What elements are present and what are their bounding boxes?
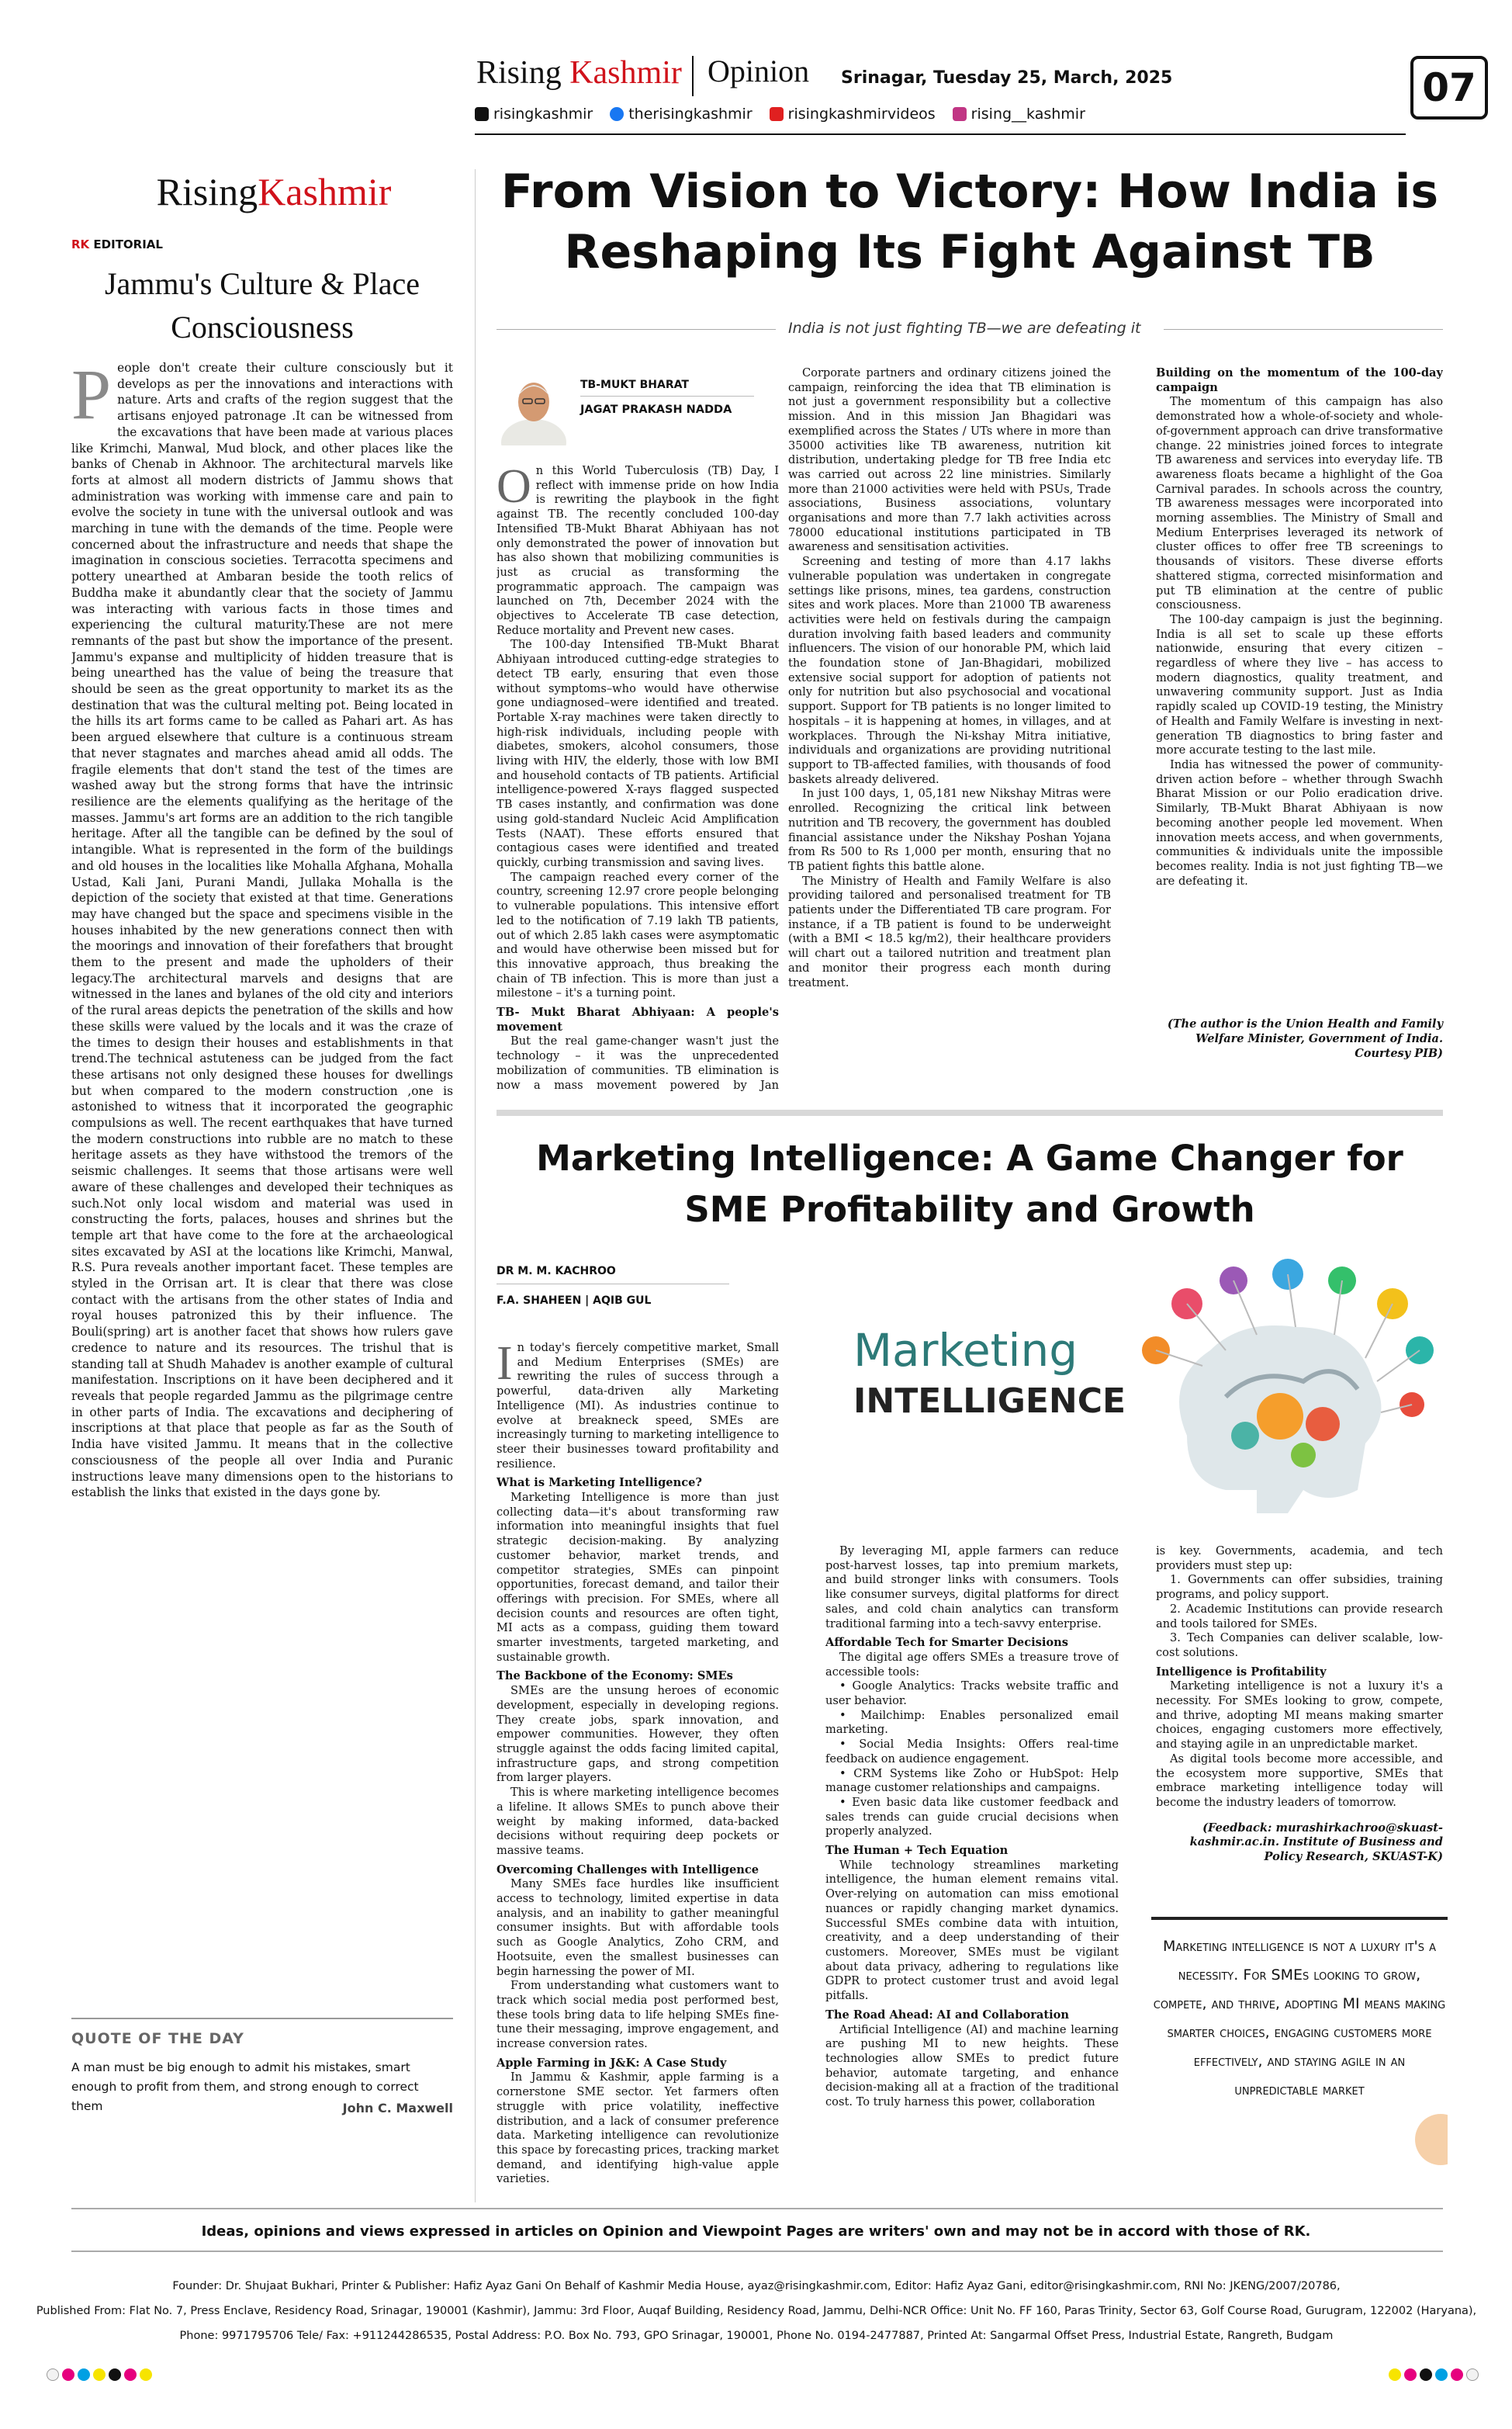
- instagram-icon: [953, 107, 967, 121]
- registration-marks-left: [47, 2368, 152, 2381]
- brand-part-b: Kashmir: [569, 55, 682, 91]
- section-name: Opinion: [708, 54, 810, 88]
- article1-author: JAGAT PRAKASH NADDA: [580, 404, 732, 416]
- brand-part-a: Rising: [476, 55, 570, 91]
- facebook-icon: [610, 107, 624, 121]
- editorial-title: Jammu's Culture & Place Consciousness: [104, 266, 420, 345]
- quote-author: John C. Maxwell: [342, 2101, 453, 2115]
- social-handles: [475, 106, 1085, 123]
- registration-marks-right: [1389, 2368, 1479, 2381]
- editorial-column: [71, 169, 453, 1982]
- article1-headline: From Vision to Victory: How India is Reshaping Its Fight Against TB: [500, 165, 1439, 279]
- image-word-intelligence: INTELLIGENCE: [853, 1381, 1126, 1421]
- article-divider: [497, 1110, 1443, 1116]
- article1-column-3: Building on the momentum of the 100-day campaign The momentum of this campaign has also demonstrated how a whole-of-society and whole-of-government approach can drive transformative change. 22 ministries joined forces to integrate TB awareness and services into everyday life. TB awareness floats became a highlight of the Goa Carnival parades. In schools across the country, TB awareness messages were incorporated into morning assemblies. The Ministry of Small and Medium Enterprises leveraged its network of cluster offices to offer free TB screenings to thousands of visitors. These diverse efforts shattered stigma, corrected misinformation and put TB elimination at the centre of public consciousness. The 100-day campaign is just the beginning. India is all set to scale up these efforts nationwide, ensuring that every citizen – regardless of where they live – has access to modern diagnostics, quality treatment, and unwavering community support. Just as India rapidly scaled up COVID-19 testing, the Ministry of Health and Family Welfare is investing in next-generation TB diagnostics to bring faster and more accurate testing to the last mile. India has witnessed the power of community-driven action before – whether through Swachh Bharat Mission or our Polio eradication drive. Similarly, TB-Mukt Bharat Abhiyaan is now becoming another people led movement. When innovation meets access, and when governments, communities & individuals unite the impossible becomes reality. India is not just fighting TB—we are defeating it.: [1156, 366, 1443, 888]
- pull-quote: Marketing intelligence is not a luxury it's a necessity. For SMEs looking to grow, compete, and thrive, adopting MI means making smarter choices, engaging customers more effectively, and staying agile in an unpredictable market: [1151, 1917, 1448, 2173]
- disclaimer: Ideas, opinions and views expressed in articles on Opinion and Viewpoint Pages are writers' own and may not be in accord with those of RK.: [201, 2223, 1311, 2240]
- article1-credit: (The author is the Union Health and Family Welfare Minister, Government of India. Courtesy PIB): [1167, 1017, 1443, 1060]
- article1-subtitle: India is not just fighting TB—we are defeating it: [788, 320, 1141, 337]
- brain-illustration: [822, 1257, 1443, 1529]
- social-x[interactable]: risingkashmir: [475, 106, 593, 123]
- rising-kashmir-logo: RisingKashmir: [156, 170, 392, 213]
- quote-text: A man must be big enough to admit his mistakes, smart enough to profit from them, and strong enough to correct them: [71, 2060, 419, 2113]
- imprint-line-2: Published From: Flat No. 7, Press Enclave, Residency Road, Srinagar, 190001 (Kashmir), Jammu: 3rd Floor, Auqaf Building, Residency Road, Jammu, Delhi-NCR Office: Unit No. FF 160, Paras Trinity, Sector 63, Golf Course Road, Gurugram, 122002 (Haryana),: [36, 2305, 1477, 2317]
- article2-headline: Marketing Intelligence: A Game Changer for SME Profitability and Growth: [536, 1138, 1403, 1230]
- imprint-line-1: Founder: Dr. Shujaat Bukhari, Printer & Publisher: Hafiz Ayaz Gani On Behalf of Kashmir Media House, ayaz@risingkashmir.com, Editor: Hafiz Ayaz Gani, editor@risingkashmir.com, RNI No: JKENG/2007/20786,: [172, 2280, 1341, 2292]
- article2-column-3: is key. Governments, academia, and tech providers must step up: 1. Governments can offer subsidies, training programs, and policy support. 2. Academic Institutions can provide research and tools tailored for SMEs. 3. Tech Companies can deliver scalable, low-cost solutions. Intelligence is Profitability Marketing intelligence is not a luxury it's a necessity. For SMEs looking to grow, compete, and thrive, adopting MI means making smarter choices, engaging customers more effectively, and staying agile in an unpredictable market. As digital tools become more accessible, and the ecosystem more supportive, SMEs that embrace marketing intelligence today will become the industry leaders of tomorrow. (Feedback: murashirkachroo@skuast-kashmir.ac.in. Institute of Business and Policy Research, SKUAST-K): [1156, 1544, 1443, 1864]
- masthead-divider: [692, 56, 694, 96]
- editorial-label: RK EDITORIAL: [71, 237, 163, 251]
- article1-dropcap: O: [497, 464, 531, 513]
- article2-dropcap: I: [497, 1341, 513, 1390]
- article2-column-2: By leveraging MI, apple farmers can reduce post-harvest losses, tap into premium markets, and build stronger links with consumers. Tools like consumer surveys, digital platforms for direct sales, and cold chain analytics can transform traditional farming into a tech-savvy enterprise. Affordable Tech for Smarter Decisions The digital age offers SMEs a treasure trove of accessible tools: • Google Analytics: Tracks website traffic and user behavior. • Mailchimp: Enables personalized email marketing. • Social Media Insights: Offers real-time feedback on audience engagement. • CRM Systems like Zoho or HubSpot: Help manage customer relationships and campaigns. • Even basic data like customer feedback and sales trends can guide crucial decisions when properly analyzed. The Human + Tech Equation While technology streamlines marketing intelligence, the human element remains vital. Over-relying on automation can miss emotional nuances or rapidly changing market dynamics. Successful SMEs combine data with intuition, creativity, and a deep understanding of their customers. Moreover, SMEs must be vigilant about data privacy, adhering to regulations like GDPR to protect customer trust and avoid legal pitfalls. The Road Ahead: AI and Collaboration Artificial Intelligence (AI) and machine learning are pushing MI to new heights. These technologies allow SMEs to predict future behavior, automate targeting, and enhance decision-making all at a fraction of the traditional cost. To truly harness this power, collaboration: [825, 1544, 1119, 2109]
- article1-kicker: TB-MUKT BHARAT: [580, 379, 754, 397]
- column-separator: [475, 169, 476, 2202]
- page-number: 07: [1410, 56, 1488, 120]
- marketing-intelligence-image: [822, 1257, 1443, 1529]
- author-portrait: [497, 371, 571, 445]
- article2-author-1: DR M. M. KACHROO: [497, 1265, 729, 1284]
- quote-of-the-day: [71, 2018, 453, 2115]
- editorial-body: People don't create their culture consciously but it develops as per the innovations and interactions with nature. Arts and crafts of the region suggest that the artisans enjoyed patronage .It can be witnessed from the excavations that have been made at various places like Krimchi, Manwal, Mud block, and other places like the banks of Chenab in Akhnoor. The architectural marvels like forts at almost all modern districts of Jammu shows that administration was working with immense care and pain to evolve the society in tune with the universal outlook and was marching in tune with the demands of the time. People were concerned about the infrastructure and needs that shape the imagination in conscious societies. Terracotta specimens and pottery unearthed at Ambaran beside the tooth relics of Buddha make it abundantly clear that the society of Jammu was interacting with various facts in those times and experiencing the cultural maturity.These are not mere remnants of the past but show the importance of the present. Jammu's expanse and multiplicity of hidden treasure that is being unearthed has the value of being the treasure that should be seen as the great opportunity to market its as the destination that was the cultural melting pot. Being located in the hills its art forms came to be called as Pahari art. As has been argued elsewhere that culture is a continuous stream that never stagnates and marches ahead amid all odds. The fragile elements that don't stand the test of the times are washed away but the strong forms that have the intrinsic resilience are the elements qualifying as the heritage of the masses. Jammu's art forms are an addition to the rich tangible heritage. After all the tangible can be defined by the soul of intangible. What is represented in the form of the buildings and old houses in the localities like Mohalla Afghana, Mohalla Ustad, Kali Jani, Purani Mandi, Jullaka Mohalla is the depiction of the society that existed at that time. Generations may have changed but the space and specimens visible in the houses inhabited by the new generations connect then with the moorings and innovation of their forefathers that brought them to the present and made the upholders of their legacy.The architectural marvels and designs that are witnessed in the lanes and bylanes of the old city and interiors of the rural areas depicts the penetration of the skills and how these skills were valued by the locals and it was the craze of the times to design their houses and establishments in that trend.The technical astuteness can be judged from the fact these artisans not only designed these houses for dwellings but when compared to the modern construction ,one is astonished to witness that it incorporated the geographic compulsions as well. The recent earthquakes that have turned the modern constructions into rubble are no match to these heritage assets as they have withstood the tremors of the seismic challenges. It seems that those artisans were well aware of these challenges and developed their techniques as such.Not only local wisdom and material was used in constructing the forts, palaces, houses and shrines but the temple art that have come to the fore at the archaeological sites excavated by ASI at the locations like Krimchi, Manwal, R.S. Pura reveals another important facet. These temples are styled in the Orrisan art. It is clear that there was close contact with the artisans from the other states of India and royal houses patronized this by their influence. The Bouli(spring) art is another facet that shows how rulers gave credence to nature and its resources. The trishul that is standing tall at Shudh Mahadev is another example of cultural manifestation. Inscriptions on it have been deciphered and it reveals that people regarded Jammu as the pilgrimage centre in other parts of India. The excavations and deciphering of inscriptions at that place that people as far as the South of India have visited Jammu. It means that in the collective consciousness of the people all over India and Puranic instructions leave many dimensions open to the historians to establish the links that existed in the days gone by.: [71, 360, 453, 1500]
- article1-subhead-1: TB- Mukt Bharat Abhiyaan: A people's movement: [497, 1006, 779, 1034]
- pull-quote-accent: [1415, 2114, 1448, 2165]
- youtube-icon: [770, 107, 784, 121]
- social-youtube[interactable]: risingkashmirvideos: [770, 106, 936, 123]
- article2-author-2: F.A. SHAHEEN | AQIB GUL: [497, 1294, 652, 1307]
- x-icon: [475, 107, 489, 121]
- image-word-marketing: Marketing: [853, 1324, 1078, 1377]
- social-facebook[interactable]: therisingkashmir: [610, 106, 752, 123]
- subtitle-rule-right: [1164, 329, 1443, 330]
- issue-date: Srinagar, Tuesday 25, March, 2025: [841, 68, 1173, 88]
- article1-column-1: On this World Tuberculosis (TB) Day, I reflect with immense pride on how India is rewriting the playbook in the fight against TB. The recently concluded 100-day Intensified TB-Mukt Bharat Abhiyaan has not only demonstrated the power of innovation but has also shown that mobilizing communities is just as crucial as transforming the programmatic approach. The campaign was launched on 7th, December 2024 with the objectives to Accelerate TB case detection, Reduce mortality and Prevent new cases. The 100-day Intensified TB-Mukt Bharat Abhiyaan introduced cutting-edge strategies to detect TB early, ensuring that even those without symptoms–who would have otherwise gone undiagnosed–were identified and treated. Portable X-ray machines were taken directly to high-risk individuals, including people with diabetes, smokers, alcohol consumers, those living with HIV, the elderly, those with low BMI and household contacts of TB patients. Artificial intelligence-powered X-rays flagged suspected TB cases instantly, and confirmation was done using gold-standard Nucleic Acid Amplification Tests (NAAT). These efforts ensured that contagious cases were identified and treated quickly, curbing transmission and saving lives. The campaign reached every corner of the country, screening 12.97 crore people belonging to vulnerable populations. This intensive effort led to the notification of 7.19 lakh TB patients, out of which 2.85 lakh cases were asymptomatic and would have otherwise been missed but for this innovative approach, thus breaking the chain of TB infection. This is more than just a milestone – it's a turning point. TB- Mukt Bharat Abhiyaan: A people's movement But the real game-changer wasn't just the technology – it was the unprecedented mobilization of communities. TB elimination is now a mass movement powered by Jan: [497, 464, 779, 1092]
- subtitle-rule-left: [497, 329, 776, 330]
- article1-subhead-2: Building on the momentum of the 100-day campaign: [1156, 366, 1443, 394]
- quote-heading: QUOTE OF THE DAY: [71, 2030, 244, 2047]
- footer-rule-bottom: [71, 2251, 1443, 2252]
- article1-column-2: Corporate partners and ordinary citizens joined the campaign, reinforcing the idea that TB elimination is not just a government responsibility but a collective mission. And in this mission Jan Bhagidari was exemplified across the States / UTs where in more than 35000 activities like TB awareness, nutrition kit distribution, undertaking pledge for TB free India etc was carried out across 22 line ministries. Similarly more than 21000 activities were held with PSUs, Trade associations, Business associations, voluntary organisations and more than 7.7 lakh activities across 78000 educational institutions participated in TB awareness and sensitisation activities. Screening and testing of more than 4.17 lakhs vulnerable population was undertaken in congregate settings like prisons, mines, tea gardens, construction sites and work places. More than 21000 TB awareness activities were held on festivals during the campaign duration involving faith based leaders and community influencers. The vision of our honorable PM, which laid the foundation stone of Jan-Bhagidari, mobilized extensive social support for adoption of patients not only for nutrition but also psychosocial and vocational support. Support for TB patients is no longer limited to hospitals – it is happening at homes, in villages, and at workplaces. Through the Ni-kshay Mitra initiative, individuals and organizations are providing nutritional support to TB-affected families, with thousands of food baskets already delivered. In just 100 days, 1, 05,181 new Nikshay Mitras were enrolled. Recognizing the critical link between nutrition and TB recovery, the government has doubled financial assistance under the Nikshay Poshan Yojana from Rs 500 to Rs 1,000 per month, ensuring that no TB patient fights this battle alone. The Ministry of Health and Family Welfare is also providing tailored and personalised treatment for TB patients under the Differentiated TB care program. For instance, if a TB patient is found to be underweight (with a BMI < 18.5 kg/m2), their healthcare providers will chart out a tailored nutrition and treatment plan and monitor their progress each month during treatment.: [788, 366, 1111, 989]
- masthead-brand: [476, 54, 682, 92]
- article2-credit: (Feedback: murashirkachroo@skuast-kashmir.ac.in. Institute of Business and Policy Research, SKUAST-K): [1189, 1821, 1443, 1864]
- editorial-dropcap: P: [71, 360, 112, 434]
- masthead: [0, 39, 1512, 147]
- imprint-line-3: Phone: 9971795706 Tele/ Fax: +911244286535, Postal Address: P.O. Box No. 793, GPO Srinagar, 190001, Phone No. 0194-2477887, Printed At: Sangarmal Offset Press, Industrial Estate, Rangreth, Budgam: [179, 2330, 1334, 2342]
- imprint: [31, 2274, 1482, 2348]
- masthead-rule: [475, 133, 1406, 135]
- social-instagram[interactable]: rising__kashmir: [953, 106, 1085, 123]
- footer-rule-top: [71, 2208, 1443, 2209]
- article2-column-1: In today's fiercely competitive market, Small and Medium Enterprises (SMEs) are rewriting the rules of success through a powerful, data-driven ally Marketing Intelligence (MI). As industries continue to evolve at breakneck speed, SMEs are increasingly turning to marketing intelligence to steer their businesses toward profitability and resilience. What is Marketing Intelligence? Marketing Intelligence is more than just collecting data—it's about transforming raw information into meaningful insights that fuel strategic decision-making. By analyzing customer behavior, market trends, and competitor strategies, SMEs can pinpoint opportunities, forecast demand, and tailor their offerings with precision. For SMEs, where all decision counts and resources are often tight, MI acts as a compass, guiding them toward smarter investments, targeted marketing, and sustainable growth. The Backbone of the Economy: SMEs SMEs are the unsung heroes of economic development, especially in developing regions. They create jobs, spark innovation, and empower communities. However, they often struggle against the odds facing limited capital, infrastructure gaps, and strong competition from larger players. This is where marketing intelligence becomes a lifeline. It allows SMEs to punch above their weight by making informed, data-backed decisions without requiring deep pockets or massive teams. Overcoming Challenges with Intelligence Many SMEs face hurdles like insufficient access to technology, limited expertise in data analysis, and an inability to gather meaningful consumer insights. But with affordable tools such as Google Analytics, Zoho CRM, and Hootsuite, even the smallest businesses can begin harnessing the power of MI. From understanding what customers want to track which social media post performed best, these tools bring data to life helping SMEs fine-tune their messaging, improve engagement, and increase conversion rates. Apple Farming in J&K: A Case Study In Jammu & Kashmir, apple farming is a cornerstone SME sector. Yet farmers often struggle with price volatility, ineffective distribution, and a lack of consumer preference data. Marketing intelligence can revolutionize this space by forecasting prices, tracking market demand, and identifying high-value apple varieties.: [497, 1341, 779, 2186]
